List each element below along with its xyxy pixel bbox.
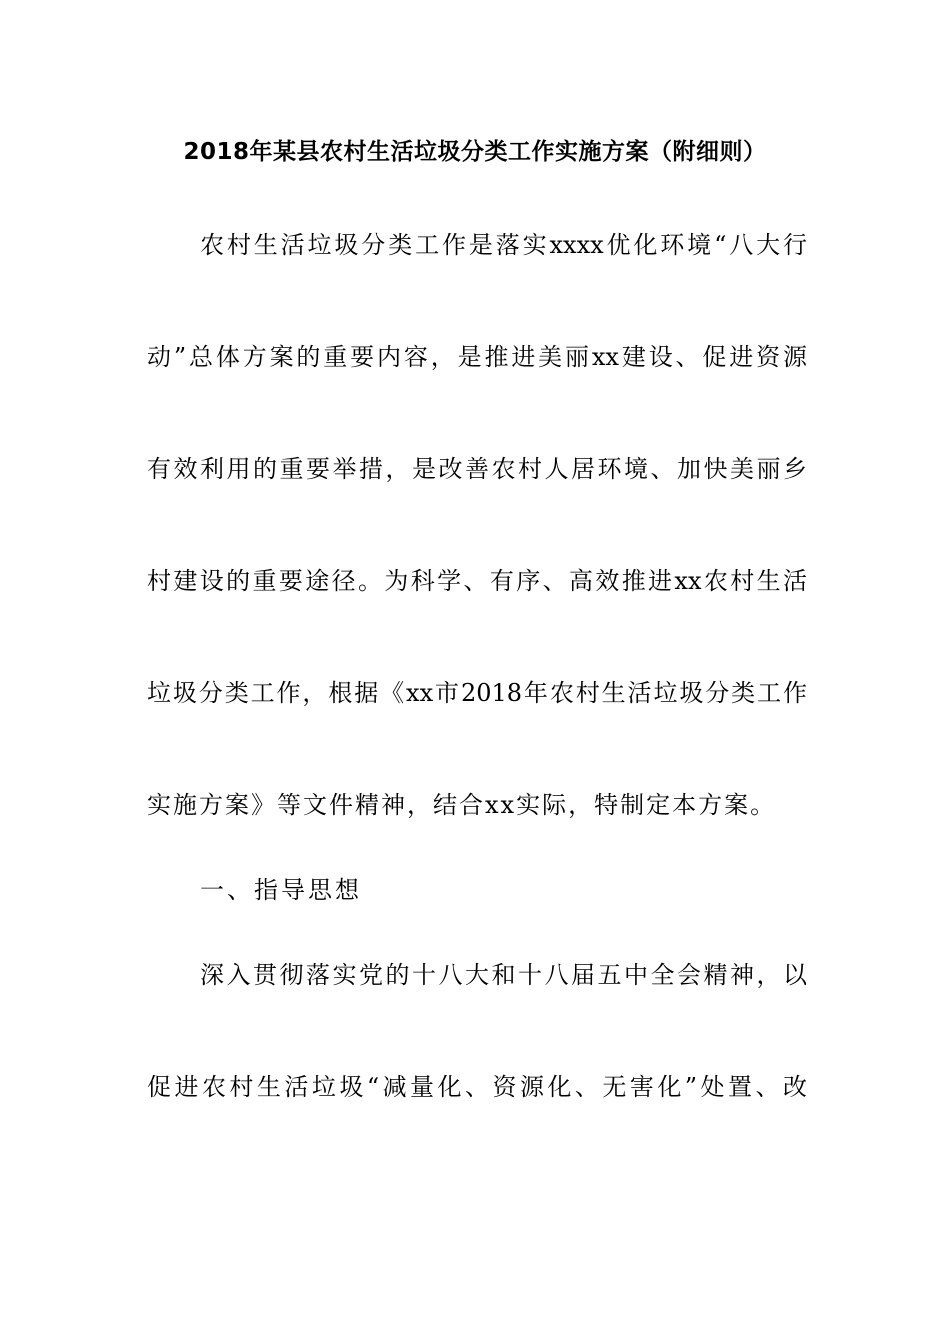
paragraph-1-line-3: 有效利用的重要举措，是改善农村人居环境、加快美丽乡 — [147, 455, 807, 483]
paragraph-1-line-1: 农村生活垃圾分类工作是落实xxxx优化环境“八大行 — [200, 231, 807, 259]
paragraph-1-line-6: 实施方案》等文件精神，结合xx实际，特制定本方案。 — [147, 791, 777, 819]
section-1-heading: 一、指导思想 — [200, 876, 362, 904]
paragraph-1-line-2: 动”总体方案的重要内容，是推进美丽xx建设、促进资源 — [147, 343, 807, 371]
paragraph-1-line-5: 垃圾分类工作，根据《xx市2018年农村生活垃圾分类工作 — [147, 679, 807, 707]
document-title: 2018年某县农村生活垃圾分类工作实施方案（附细则） — [183, 139, 767, 165]
paragraph-2-line-1: 深入贯彻落实党的十八大和十八届五中全会精神，以 — [200, 961, 807, 989]
paragraph-2-line-2: 促进农村生活垃圾“减量化、资源化、无害化”处置、改 — [147, 1073, 807, 1101]
paragraph-1-line-4: 村建设的重要途径。为科学、有序、高效推进xx农村生活 — [147, 567, 807, 595]
